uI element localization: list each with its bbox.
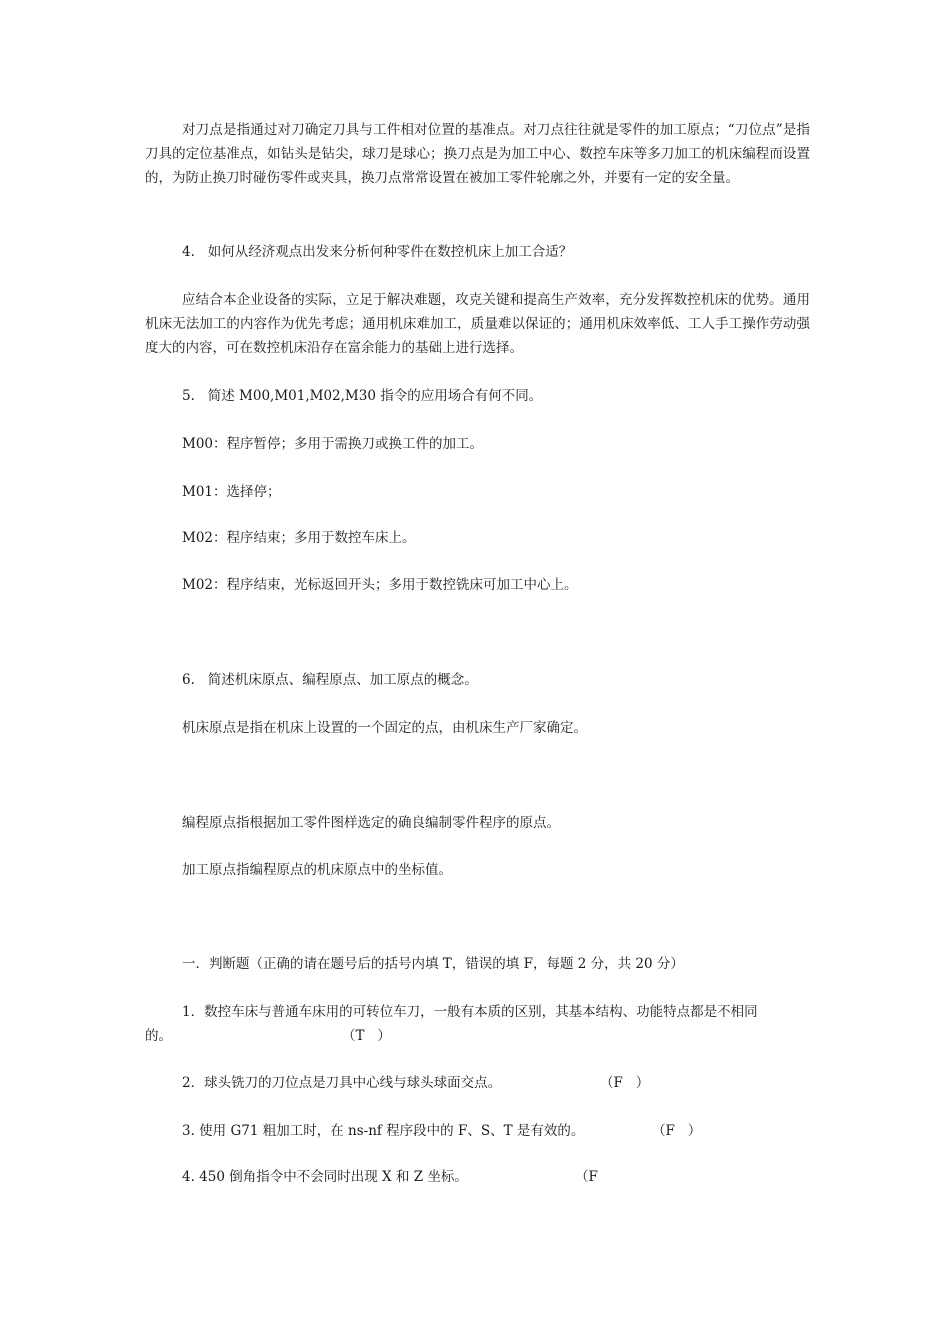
true-false-item-3-answer: （F ） <box>652 1123 702 1139</box>
paragraph-tool-setting-point: 对刀点是指通过对刀确定刀具与工件相对位置的基准点。对刀点往往就是零件的加工原点；“刀位点”是指刀具的定位基准点，如钻头是钻尖，球刀是球心；换刀点是为加工中心、数控车床等多刀加工的机床编程而设置的，为防止换刀时碰伤零件或夹具，换刀点常常设置在被加工零件轮廓之外，并要有一定的安全量。 <box>145 122 810 186</box>
question-6: 6. 简述机床原点、编程原点、加工原点的概念。 <box>182 672 478 688</box>
true-false-item-1-line-1: 1．数控车床与普通车床用的可转位车刀，一般有本质的区别，其基本结构、功能特点都是不相同 <box>182 1004 758 1020</box>
true-false-item-1-answer: （T ） <box>342 1028 391 1044</box>
question-5: 5. 简述 M00,M01,M02,M30 指令的应用场合有何不同。 <box>182 388 543 404</box>
true-false-item-2: 2．球头铣刀的刀位点是刀具中心线与球头球面交点。 <box>182 1075 502 1091</box>
true-false-item-2-answer: （F ） <box>600 1075 650 1091</box>
answer-4: 应结合本企业设备的实际，立足于解决难题，攻克关键和提高生产效率，充分发挥数控机床的优势。通用机床无法加工的内容作为优先考虑；通用机床难加工，质量难以保证的；通用机床效率低、工人手工操作劳动强度大的内容，可在数控机床沿存在富余能力的基础上进行选择。 <box>145 292 810 356</box>
true-false-item-1-line-2: 的。 <box>145 1028 172 1044</box>
true-false-item-3: 3. 使用 G71 粗加工时，在 ns-nf 程序段中的 F、S、T 是有效的。 <box>182 1123 585 1139</box>
answer-5-m00: M00：程序暂停；多用于需换刀或换工件的加工。 <box>182 436 484 452</box>
answer-6-machine-origin: 机床原点是指在机床上设置的一个固定的点，由机床生产厂家确定。 <box>182 720 587 736</box>
true-false-item-4-answer: （F <box>575 1169 598 1185</box>
true-false-item-4: 4. 450 倒角指令中不会同时出现 X 和 Z 坐标。 <box>182 1169 468 1185</box>
true-false-section-title: 一．判断题（正确的请在题号后的括号内填 T，错误的填 F，每题 2 分，共 20 分） <box>182 956 684 972</box>
answer-5-m01: M01：选择停； <box>182 484 281 500</box>
question-4: 4. 如何从经济观点出发来分析何种零件在数控机床上加工合适？ <box>182 244 573 260</box>
answer-6-program-origin: 编程原点指根据加工零件图样选定的确良编制零件程序的原点。 <box>182 815 560 831</box>
answer-6-work-origin: 加工原点指编程原点的机床原点中的坐标值。 <box>182 862 452 878</box>
answer-5-m02-second: M02：程序结束，光标返回开头；多用于数控铣床可加工中心上。 <box>182 577 578 593</box>
answer-5-m02: M02：程序结束；多用于数控车床上。 <box>182 530 416 546</box>
